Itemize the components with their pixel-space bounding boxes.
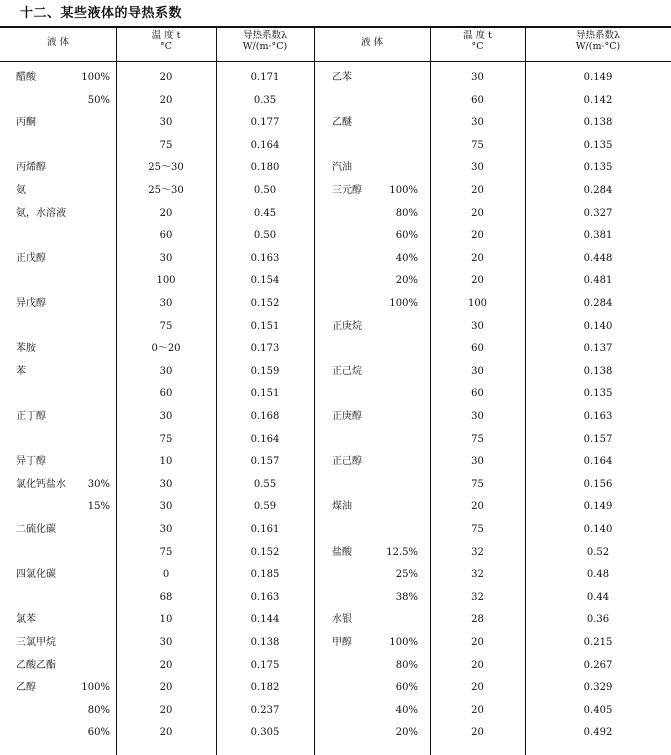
liquid-name: 氯苯 bbox=[16, 614, 36, 625]
temperature: 0～20 bbox=[151, 343, 181, 354]
header-temp-label: 温 度 t bbox=[151, 30, 181, 41]
conductivity: 0.159 bbox=[250, 366, 280, 377]
conductivity: 0.284 bbox=[583, 185, 613, 196]
conductivity: 0.163 bbox=[250, 592, 280, 603]
temperature: 20 bbox=[159, 682, 173, 693]
page-title: 十二、某些液体的导热系数 bbox=[20, 6, 183, 21]
conductivity: 0.55 bbox=[253, 479, 277, 490]
header-liquid-label: 液 体 bbox=[360, 37, 384, 48]
liquid-name: 正己烷 bbox=[332, 366, 362, 377]
temperature: 60 bbox=[159, 388, 173, 399]
liquid-name: 氨 bbox=[16, 185, 26, 196]
header-k-label: 导热系数λ bbox=[242, 30, 288, 41]
temperature: 30 bbox=[471, 366, 484, 377]
temperature: 30 bbox=[159, 298, 173, 309]
liquid-name: 苯胺 bbox=[16, 343, 36, 354]
conductivity: 0.135 bbox=[583, 388, 613, 399]
conductivity: 0.151 bbox=[250, 388, 280, 399]
header-liquid-right bbox=[314, 30, 430, 60]
conductivity: 0.329 bbox=[583, 682, 613, 693]
temperature: 75 bbox=[471, 479, 484, 490]
temperature: 20 bbox=[471, 185, 484, 196]
liquid-name: 丙烯醇 bbox=[16, 162, 46, 173]
liquid-name: 正己醇 bbox=[332, 456, 362, 467]
temperature: 60 bbox=[471, 388, 484, 399]
temperature: 30 bbox=[471, 117, 484, 128]
liquid-name: 丙酮 bbox=[16, 117, 36, 128]
liquid-name: 苯 bbox=[16, 366, 26, 377]
conductivity: 0.448 bbox=[583, 253, 613, 264]
conductivity: 0.152 bbox=[250, 298, 280, 309]
header-k-label: 导热系数λ bbox=[575, 30, 621, 41]
header-k-unit: W/(m·°C) bbox=[575, 41, 621, 52]
conductivity: 0.163 bbox=[250, 253, 280, 264]
temperature: 10 bbox=[159, 614, 173, 625]
temperature: 75 bbox=[471, 524, 484, 535]
conductivity: 0.175 bbox=[250, 660, 280, 671]
conductivity: 0.149 bbox=[583, 501, 613, 512]
conductivity: 0.180 bbox=[250, 162, 280, 173]
conductivity: 0.267 bbox=[583, 660, 613, 671]
liquid-name: 氯化钙盐水 bbox=[16, 479, 66, 490]
liquid-name: 三元醇 bbox=[332, 185, 362, 196]
concentration: 25% bbox=[395, 569, 418, 580]
conductivity: 0.168 bbox=[250, 411, 280, 422]
conductivity: 0.163 bbox=[583, 411, 613, 422]
conductivity: 0.142 bbox=[583, 95, 613, 106]
liquid-name: 汽油 bbox=[332, 162, 352, 173]
temperature: 68 bbox=[159, 592, 173, 603]
concentration: 15% bbox=[87, 501, 110, 512]
conductivity: 0.135 bbox=[583, 140, 613, 151]
conductivity: 0.161 bbox=[250, 524, 280, 535]
conductivity: 0.35 bbox=[253, 95, 277, 106]
conductivity: 0.185 bbox=[250, 569, 280, 580]
conductivity: 0.481 bbox=[583, 275, 613, 286]
conductivity: 0.151 bbox=[250, 321, 280, 332]
temperature: 32 bbox=[471, 592, 484, 603]
concentration: 100% bbox=[389, 637, 418, 648]
concentration: 20% bbox=[395, 727, 418, 738]
temperature: 30 bbox=[159, 411, 173, 422]
temperature: 20 bbox=[159, 660, 173, 671]
liquid-name: 醋酸 bbox=[16, 72, 36, 83]
header-temp-label: 温 度 t bbox=[463, 30, 492, 41]
temperature: 28 bbox=[471, 614, 484, 625]
header-temp-right bbox=[430, 30, 525, 60]
liquid-name: 氨，水溶液 bbox=[16, 208, 66, 219]
concentration: 100% bbox=[81, 72, 110, 83]
concentration: 80% bbox=[395, 208, 418, 219]
temperature: 0 bbox=[162, 569, 170, 580]
temperature: 20 bbox=[471, 727, 484, 738]
temperature: 20 bbox=[159, 208, 173, 219]
conductivity: 0.327 bbox=[583, 208, 613, 219]
temperature: 100 bbox=[156, 275, 176, 286]
header-bottom-rule bbox=[0, 61, 671, 62]
temperature: 10 bbox=[159, 456, 173, 467]
conductivity: 0.164 bbox=[583, 456, 613, 467]
conductivity: 0.305 bbox=[250, 727, 280, 738]
concentration: 38% bbox=[395, 592, 418, 603]
concentration: 30% bbox=[87, 479, 110, 490]
concentration: 60% bbox=[87, 727, 110, 738]
liquid-name: 水银 bbox=[332, 614, 352, 625]
temperature: 20 bbox=[471, 253, 484, 264]
conductivity: 0.171 bbox=[250, 72, 280, 83]
conductivity: 0.45 bbox=[253, 208, 277, 219]
temperature: 25～30 bbox=[148, 162, 184, 173]
conductivity: 0.140 bbox=[583, 524, 613, 535]
temperature: 30 bbox=[471, 456, 484, 467]
liquid-name: 乙醇 bbox=[16, 682, 36, 693]
conductivity: 0.177 bbox=[250, 117, 280, 128]
conductivity: 0.59 bbox=[253, 501, 277, 512]
temperature: 75 bbox=[159, 547, 173, 558]
liquid-name: 乙醚 bbox=[332, 117, 352, 128]
liquid-name: 异丁醇 bbox=[16, 456, 46, 467]
concentration: 80% bbox=[395, 660, 418, 671]
liquid-name: 煤油 bbox=[332, 501, 352, 512]
temperature: 75 bbox=[471, 434, 484, 445]
conductivity: 0.144 bbox=[250, 614, 280, 625]
header-k-right bbox=[525, 30, 671, 60]
conductivity: 0.149 bbox=[583, 72, 613, 83]
liquid-name: 异戊醇 bbox=[16, 298, 46, 309]
conductivity: 0.52 bbox=[586, 547, 610, 558]
conductivity: 0.48 bbox=[586, 569, 610, 580]
temperature: 20 bbox=[159, 72, 173, 83]
temperature: 100 bbox=[467, 298, 488, 309]
concentration: 12.5% bbox=[386, 547, 418, 558]
temperature: 60 bbox=[471, 343, 484, 354]
conductivity: 0.164 bbox=[250, 434, 280, 445]
temperature: 30 bbox=[159, 253, 173, 264]
conductivity: 0.50 bbox=[253, 185, 277, 196]
liquid-name: 乙酸乙酯 bbox=[16, 660, 56, 671]
concentration: 100% bbox=[389, 185, 418, 196]
concentration: 40% bbox=[395, 253, 418, 264]
temperature: 30 bbox=[159, 366, 173, 377]
temperature: 25～30 bbox=[148, 185, 184, 196]
liquid-name: 三氯甲烷 bbox=[16, 637, 56, 648]
header-k-left bbox=[216, 30, 314, 60]
header-temp-unit: °C bbox=[471, 41, 484, 52]
conductivity: 0.152 bbox=[250, 547, 280, 558]
temperature: 20 bbox=[159, 727, 173, 738]
temperature: 20 bbox=[159, 95, 173, 106]
temperature: 75 bbox=[159, 434, 173, 445]
temperature: 30 bbox=[471, 321, 484, 332]
concentration: 100% bbox=[389, 298, 418, 309]
liquid-name: 正戊醇 bbox=[16, 253, 46, 264]
temperature: 30 bbox=[159, 637, 173, 648]
table-top-rule bbox=[0, 26, 671, 28]
temperature: 32 bbox=[471, 547, 484, 558]
concentration: 20% bbox=[395, 275, 418, 286]
conductivity: 0.381 bbox=[583, 230, 613, 241]
temperature: 20 bbox=[471, 275, 484, 286]
temperature: 30 bbox=[159, 117, 173, 128]
temperature: 75 bbox=[159, 321, 173, 332]
temperature: 20 bbox=[471, 230, 484, 241]
liquid-name: 正庚醇 bbox=[332, 411, 362, 422]
header-liquid-label: 液 体 bbox=[46, 37, 70, 48]
header-k-unit: W/(m·°C) bbox=[242, 41, 288, 52]
concentration: 40% bbox=[395, 705, 418, 716]
temperature: 20 bbox=[471, 637, 484, 648]
temperature: 20 bbox=[471, 660, 484, 671]
conductivity: 0.135 bbox=[583, 162, 613, 173]
conductivity: 0.138 bbox=[250, 637, 280, 648]
concentration: 50% bbox=[87, 95, 110, 106]
conductivity: 0.405 bbox=[583, 705, 613, 716]
conductivity: 0.157 bbox=[583, 434, 613, 445]
liquid-name: 二硫化碳 bbox=[16, 524, 56, 535]
concentration: 60% bbox=[395, 682, 418, 693]
conductivity: 0.173 bbox=[250, 343, 280, 354]
col-divider bbox=[314, 27, 315, 755]
conductivity: 0.182 bbox=[250, 682, 280, 693]
conductivity: 0.44 bbox=[586, 592, 610, 603]
temperature: 30 bbox=[159, 479, 173, 490]
conductivity: 0.36 bbox=[586, 614, 610, 625]
conductivity: 0.284 bbox=[583, 298, 613, 309]
liquid-name: 乙苯 bbox=[332, 72, 352, 83]
liquid-name: 四氯化碳 bbox=[16, 569, 56, 580]
temperature: 30 bbox=[471, 411, 484, 422]
header-temp-left bbox=[116, 30, 216, 60]
conductivity: 0.492 bbox=[583, 727, 613, 738]
header-temp-unit: °C bbox=[159, 41, 173, 52]
temperature: 30 bbox=[159, 524, 173, 535]
conductivity: 0.138 bbox=[583, 117, 613, 128]
temperature: 20 bbox=[471, 705, 484, 716]
conductivity: 0.154 bbox=[250, 275, 280, 286]
conductivity: 0.215 bbox=[583, 637, 613, 648]
temperature: 32 bbox=[471, 569, 484, 580]
temperature: 60 bbox=[471, 95, 484, 106]
liquid-name: 正丁醇 bbox=[16, 411, 46, 422]
temperature: 20 bbox=[471, 682, 484, 693]
conductivity: 0.50 bbox=[253, 230, 277, 241]
temperature: 30 bbox=[471, 162, 484, 173]
conductivity: 0.157 bbox=[250, 456, 280, 467]
conductivity: 0.164 bbox=[250, 140, 280, 151]
temperature: 20 bbox=[471, 208, 484, 219]
temperature: 30 bbox=[471, 72, 484, 83]
concentration: 60% bbox=[395, 230, 418, 241]
temperature: 30 bbox=[159, 501, 173, 512]
temperature: 75 bbox=[159, 140, 173, 151]
temperature: 75 bbox=[471, 140, 484, 151]
conductivity: 0.138 bbox=[583, 366, 613, 377]
liquid-name: 盐酸 bbox=[332, 547, 352, 558]
concentration: 80% bbox=[87, 705, 110, 716]
liquid-name: 正庚烷 bbox=[332, 321, 362, 332]
concentration: 100% bbox=[81, 682, 110, 693]
conductivity: 0.140 bbox=[583, 321, 613, 332]
liquid-name: 甲醇 bbox=[332, 637, 352, 648]
conductivity: 0.156 bbox=[583, 479, 613, 490]
temperature: 60 bbox=[159, 230, 173, 241]
conductivity: 0.237 bbox=[250, 705, 280, 716]
conductivity: 0.137 bbox=[583, 343, 613, 354]
temperature: 20 bbox=[471, 501, 484, 512]
header-liquid-left bbox=[0, 30, 116, 60]
temperature: 20 bbox=[159, 705, 173, 716]
